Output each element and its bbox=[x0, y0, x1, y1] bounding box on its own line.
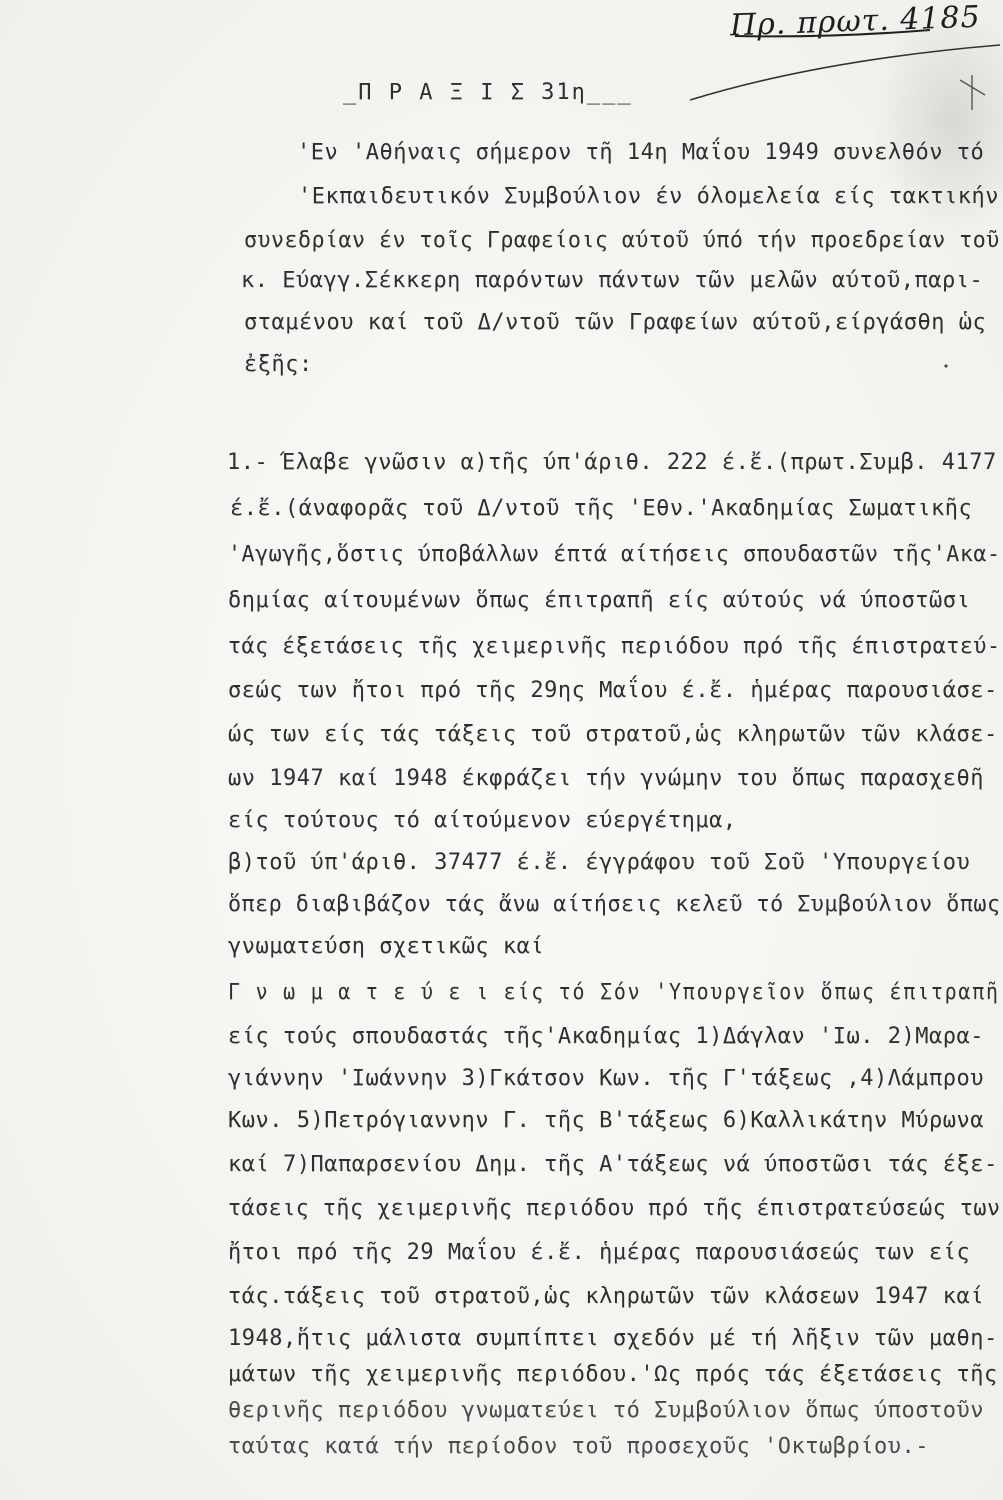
text-line: β)τοῦ ύπ'άριθ. 37477 έ.ἔ. έγγράφου τοῦ Σοῦ 'Υπουργείου bbox=[228, 850, 971, 875]
text-line: 'Αγωγῆς,ὅστις ύποβάλλων έπτά αίτήσεις σπουδαστῶν τῆς'Ακα- bbox=[228, 542, 1001, 567]
text-line: 1.- Έλαβε γνῶσιν α)τῆς ύπ'άριθ. 222 έ.ἔ.(πρωτ.Συμβ. 4177 bbox=[227, 450, 997, 475]
handwritten-annotation: Πρ. πρωτ. 4185 bbox=[729, 0, 982, 44]
text-line: Κων. 5)Πετρόγιαννην Γ. τῆς Β'τάξεως 6)Καλλικάτην Μύρωνα bbox=[228, 1108, 984, 1133]
text-line: ἐξῆς: bbox=[244, 352, 313, 377]
text-line: γιάννην 'Ιωάννην 3)Γκάτσον Κων. τῆς Γ'τάξεως ,4)Λάμπρου bbox=[228, 1066, 984, 1091]
text-line: 1948,ἥτις μάλιστα συμπίπτει σχεδόν μέ τή λῆξιν τῶν μαθη- bbox=[228, 1326, 998, 1351]
document-title: _Π Ρ Α Ξ Ι Σ 31η___ bbox=[343, 80, 633, 105]
text-line: σταμένου καί τοῦ Δ/ντοῦ τῶν Γραφείων αύτοῦ,είργάσθη ὡς bbox=[244, 310, 987, 335]
text-line: τάς.τάξεις τοῦ στρατοῦ,ὡς κληρωτῶν τῶν κλάσεων 1947 καί bbox=[228, 1284, 984, 1309]
text-line: κ. Εύαγγ.Σέκκερη παρόντων πάντων τῶν μελῶν αύτοῦ,παρι- bbox=[241, 268, 984, 293]
text-line: είς τούς σπουδαστάς τῆς'Ακαδημίας 1)Δάγλαν 'Ιω. 2)Μαρα- bbox=[228, 1024, 984, 1049]
text-line: γνωματεύση σχετικῶς καί bbox=[228, 934, 545, 959]
handwritten-arc-stroke bbox=[690, 45, 1000, 100]
text-line: ἤτοι πρό τῆς 29 Μαΐου έ.ἔ. ἡμέρας παρουσιάσεώς των είς bbox=[228, 1240, 971, 1265]
text-line: είς τούτους τό αίτούμενον εύεργέτημα, bbox=[228, 808, 737, 833]
text-line: έ.ἔ.(άναφορᾶς τοῦ Δ/ντοῦ τῆς 'Εθν.'Ακαδημίας Σωματικῆς bbox=[230, 496, 973, 521]
text-line: ώς των είς τάς τάξεις τοῦ στρατοῦ,ὡς κληρωτῶν τῶν κλάσε- bbox=[228, 722, 998, 747]
text-line: 'Εν 'Αθήναις σήμερον τῆ 14η Μαΐου 1949 συνελθόν τό bbox=[297, 140, 985, 165]
text-line: 'Εκπαιδευτικόν Συμβούλιον έν όλομελεία είς τακτικήν bbox=[298, 184, 1000, 209]
text-line: μάτων τῆς χειμερινῆς περιόδου.'Ως πρός τάς έξετάσεις τῆς bbox=[228, 1362, 998, 1387]
text-line: συνεδρίαν έν τοῖς Γραφείοις αύτοῦ ύπό τήν προεδρείαν τοῦ bbox=[244, 228, 1000, 253]
text-line: σεώς των ἤτοι πρό τῆς 29ης Μαΐου έ.ἔ. ἡμέρας παρουσιάσε- bbox=[228, 678, 998, 703]
text-line: ταύτας κατά τήν περίοδον τοῦ προσεχοῦς 'Οκτωβρίου.- bbox=[228, 1434, 930, 1459]
text-line: θερινῆς περιόδου γνωματεύει τό Συμβούλιον ὅπως ύποστοῦν bbox=[228, 1398, 984, 1423]
text-line: ὅπερ διαβιβάζον τάς ἄνω αίτήσεις κελεῦ τό Συμβούλιον ὅπως bbox=[228, 892, 1001, 917]
text-line: τάσεις τῆς χειμερινῆς περιόδου πρό τῆς έπιστρατεύσεώς των bbox=[228, 1196, 1001, 1221]
corner-mark bbox=[960, 75, 985, 110]
text-line: τάς έξετάσεις τῆς χειμερινῆς περιόδου πρό τῆς έπιστρατεύ- bbox=[228, 634, 1001, 659]
text-line: καί 7)Παπαρσενίου Δημ. τῆς Α'τάξεως νά ύποστῶσι τάς έξε- bbox=[228, 1152, 998, 1177]
text-line: Γ ν ω μ α τ ε ύ ε ι είς τό Σόν 'Υπουργεῖον ὅπως έπιτραπῆ bbox=[228, 980, 1000, 1005]
text-line: δημίας αίτουμένων ὅπως έπιτραπῆ είς αύτούς νά ύποστῶσι bbox=[228, 588, 971, 613]
margin-dot bbox=[945, 365, 947, 367]
text-line: ων 1947 καί 1948 έκφράζει τήν γνώμην του ὅπως παρασχεθῆ bbox=[228, 766, 984, 791]
